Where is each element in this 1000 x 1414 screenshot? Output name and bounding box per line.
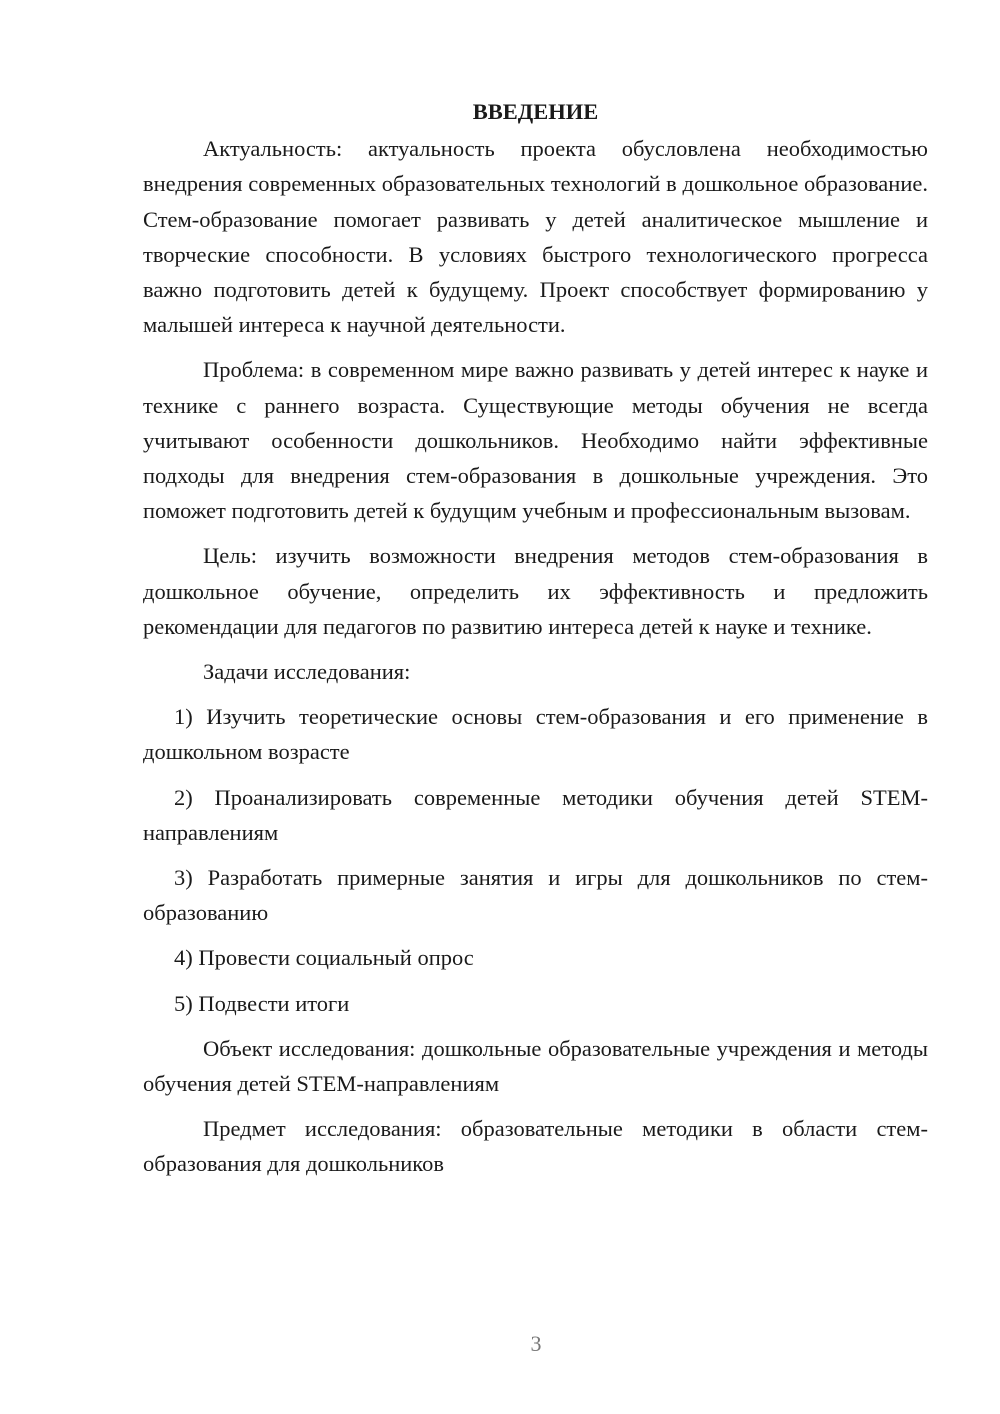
task-item: 2) Проанализировать современные методики обучения детей STEM-направлениям (143, 784, 928, 845)
task-item: 3) Разработать примерные занятия и игры для дошкольников по стем-образованию (143, 865, 928, 926)
task-item: 4) Провести социальный опрос (174, 945, 474, 971)
goal-paragraph: Цель: изучить возможности внедрения методов стем-образования в дошкольное обучение, определить их эффективность и предложить рекомендации для педагогов по развитию интереса детей к науке и технике. (143, 543, 928, 639)
task-item: 1) Изучить теоретические основы стем-образования и его применение в дошкольном возрасте (143, 704, 928, 765)
page-title: ВВЕДЕНИЕ (472, 99, 599, 124)
document-body (143, 94, 928, 1192)
relevance-paragraph: Актуальность: актуальность проекта обусловлена необходимостью внедрения современных образовательных технологий в дошкольное образование. Стем-образование помогает развивать у детей аналитическое мышление и творческие способности. В условиях быстрого технологического прогресса важно подготовить детей к будущему. Проект способствует формированию у малышей интереса к научной деятельности. (143, 136, 928, 338)
tasks-heading: Задачи исследования: (203, 659, 411, 685)
tasks-list (143, 699, 928, 1021)
page-number: 3 (530, 1331, 542, 1356)
subject-paragraph: Предмет исследования: образовательные методики в области стем-образования для дошкольников (143, 1116, 928, 1177)
problem-paragraph: Проблема: в современном мире важно развивать у детей интерес к науке и технике с раннего возраста. Существующие методы обучения не всегда учитывают особенности дошкольников. Необходимо найти эффективные подходы для внедрения стем-образования в дошкольные учреждения. Это поможет подготовить детей к будущим учебным и профессиональным вызовам. (143, 357, 928, 524)
task-item: 5) Подвести итоги (174, 990, 350, 1016)
object-paragraph: Объект исследования: дошкольные образовательные учреждения и методы обучения детей STEM-направлениям (143, 1035, 928, 1097)
